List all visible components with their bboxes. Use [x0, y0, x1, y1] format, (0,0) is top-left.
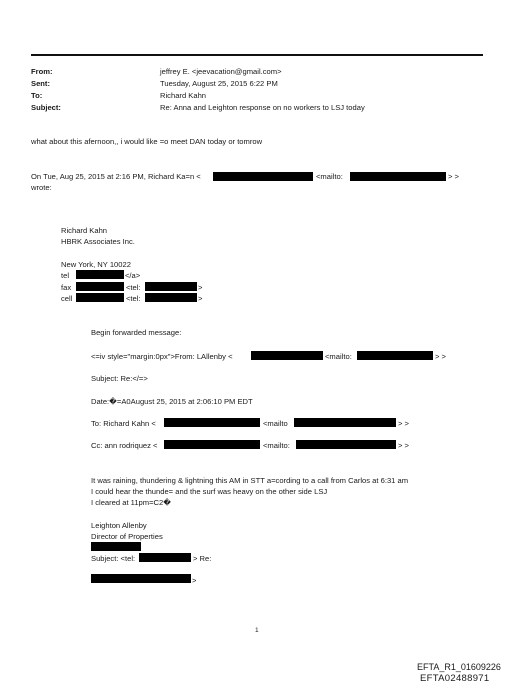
- forwarded-date: Date:�=A0August 25, 2015 at 2:06:10 PM EDT: [91, 397, 253, 406]
- from-label: From:: [31, 67, 53, 76]
- cell-end: >: [198, 294, 203, 303]
- redaction-block: [91, 542, 141, 551]
- signature-company: HBRK Associates Inc.: [61, 237, 135, 246]
- to-value: Richard Kahn: [160, 91, 207, 100]
- forwarded-text-line-2: I could hear the thunde= and the surf was heavy on the other side LSJ: [91, 487, 328, 496]
- document-id-2: EFTA02488971: [420, 673, 490, 684]
- sent-value: Tuesday, August 25, 2015 6:22 PM: [160, 79, 278, 88]
- redaction-block: [357, 351, 433, 360]
- redaction-block: [139, 553, 191, 562]
- redaction-block: [296, 440, 396, 449]
- redaction-block: [164, 440, 260, 449]
- redaction-block: [91, 574, 191, 583]
- subject-label: Subject:: [31, 103, 61, 112]
- signature-city: New York, NY 10022: [61, 260, 131, 269]
- redaction-block: [76, 293, 124, 302]
- forwarded-cc-mailto: <mailto:: [263, 441, 290, 450]
- redaction-block: [76, 270, 124, 279]
- cell-label: cell: [61, 294, 73, 303]
- document-id-1: EFTA_R1_01609226: [417, 662, 501, 672]
- redaction-block: [294, 418, 396, 427]
- redaction-block: [145, 282, 197, 291]
- tel-label: tel: [61, 271, 70, 280]
- forwarded-from-end: > >: [435, 352, 446, 361]
- fax-label: fax: [61, 283, 72, 292]
- wrote-text: wrote:: [31, 183, 52, 192]
- redaction-block: [350, 172, 446, 181]
- forwarded-subject-tel: Subject: <tel:: [91, 554, 136, 563]
- forwarded-sig-name: Leighton Allenby: [91, 521, 147, 530]
- forwarded-text-line-1: It was raining, thundering & lightning this AM in STT a=cording to a call from Carlos at 6:31 am: [91, 476, 409, 485]
- redaction-block: [145, 293, 197, 302]
- from-value: jeffrey E. <jeevacation@gmail.com>: [160, 67, 282, 76]
- forwarded-sig-title: Director of Properties: [91, 532, 163, 541]
- redaction-block: [76, 282, 124, 291]
- fax-end: >: [198, 283, 203, 292]
- forwarded-to-mailto: <mailto: [263, 419, 288, 428]
- forwarded-last-end: >: [192, 576, 197, 585]
- page-number: 1: [255, 627, 259, 634]
- forwarded-to-end: > >: [398, 419, 409, 428]
- quote-mailto: <mailto:: [316, 172, 343, 181]
- message-text: what about this afernoon,, i would like =o meet DAN today or tomrow: [31, 137, 263, 146]
- forwarded-from-mailto: <mailto:: [325, 352, 352, 361]
- forwarded-intro: Begin forwarded message:: [91, 328, 182, 337]
- to-label: To:: [31, 91, 43, 100]
- header-rule: [31, 54, 483, 56]
- forwarded-cc-line: Cc: ann rodriquez <: [91, 441, 158, 450]
- forwarded-to-line: To: Richard Kahn <: [91, 419, 156, 428]
- fax-tel: <tel:: [126, 283, 141, 292]
- forwarded-subject: Subject: Re:</=>: [91, 374, 148, 383]
- forwarded-from-line: <=iv style="margin:0px">From: LAllenby <: [91, 352, 233, 361]
- forwarded-subject-re: > Re:: [193, 554, 212, 563]
- quote-end: > >: [448, 172, 459, 181]
- forwarded-text-line-3: I cleared at 11pm=C2�: [91, 498, 172, 507]
- sent-label: Sent:: [31, 79, 50, 88]
- signature-name: Richard Kahn: [61, 226, 108, 235]
- redaction-block: [251, 351, 323, 360]
- quote-line-start: On Tue, Aug 25, 2015 at 2:16 PM, Richard Ka=n <: [31, 172, 201, 181]
- forwarded-cc-end: > >: [398, 441, 409, 450]
- redaction-block: [213, 172, 313, 181]
- subject-value: Re: Anna and Leighton response on no workers to LSJ today: [160, 103, 365, 112]
- redaction-block: [164, 418, 260, 427]
- cell-tel: <tel:: [126, 294, 141, 303]
- tel-suffix: </a>: [125, 271, 141, 280]
